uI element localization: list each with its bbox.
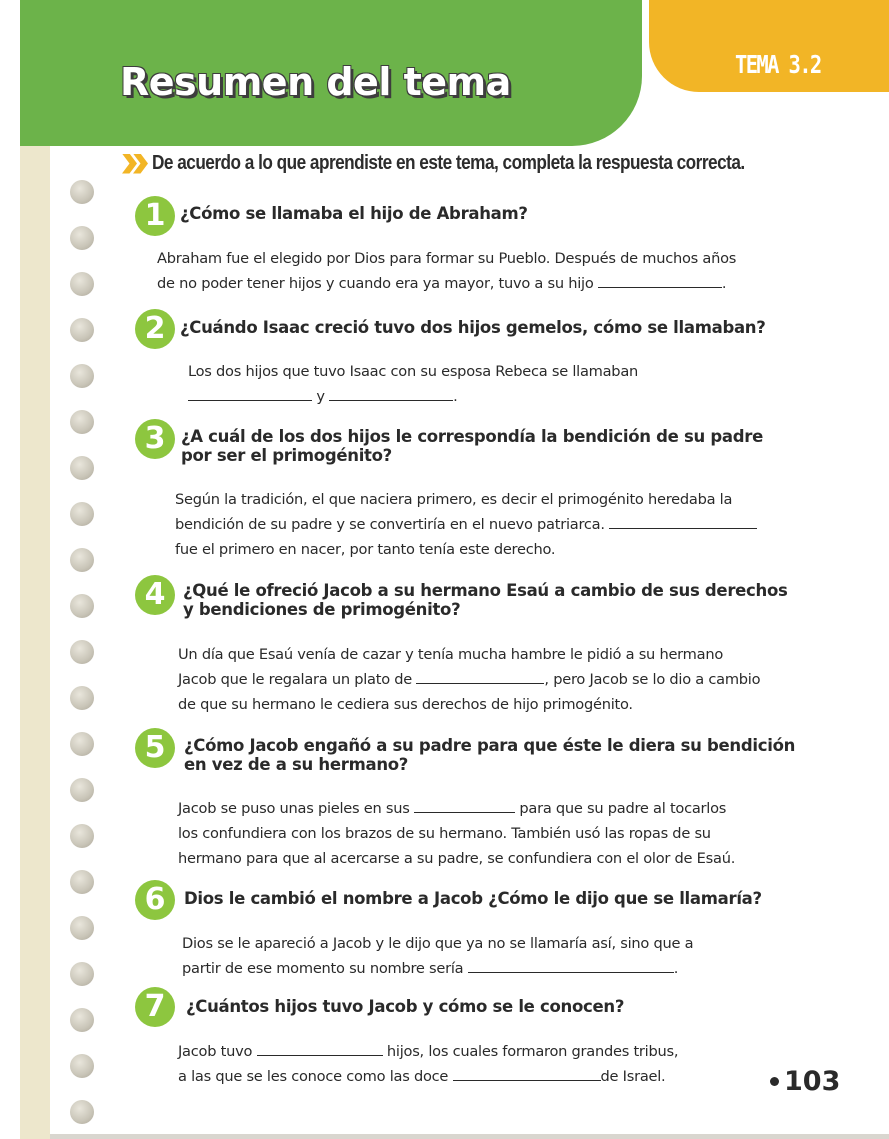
answer-blank[interactable] (468, 958, 674, 973)
question-number-badge: 4 (135, 575, 175, 615)
answer-line-text: Jacob se puso unas pieles en sus (178, 800, 410, 817)
answer-line: Un día que Esaú venía de cazar y tenía mucha hambre le pidió a su hermano (178, 646, 724, 663)
question-line: ¿Qué le ofreció Jacob a su hermano Esaú a cambio de sus derechos (183, 581, 788, 600)
answer-line-text: para que su padre al tocarlos (519, 800, 727, 817)
binder-hole (70, 456, 94, 480)
answer-line: de que su hermano le cediera sus derechos de hijo primogénito. (178, 696, 633, 713)
answer-text (178, 642, 760, 717)
question-text (184, 736, 795, 774)
answer-line-text: partir de ese momento su nombre sería (182, 960, 464, 977)
page-number (770, 1066, 840, 1097)
answer-blank[interactable] (598, 273, 722, 288)
binder-hole (70, 1100, 94, 1124)
bullet-dot-icon (770, 1077, 779, 1086)
page-bottom-edge (50, 1134, 889, 1139)
page-title: Resumen del tema (120, 60, 511, 104)
binder-hole (70, 916, 94, 940)
answer-line (188, 384, 638, 409)
answer-line-text: a las que se les conoce como las doce (178, 1068, 449, 1085)
question-number-badge: 2 (135, 309, 175, 349)
answer-blank[interactable] (416, 669, 544, 684)
answer-text (178, 1039, 678, 1089)
answer-line: Según la tradición, el que naciera primero, es decir el primogénito heredaba la (175, 491, 733, 508)
answer-text (175, 487, 757, 562)
binder-hole (70, 226, 94, 250)
answer-blank[interactable] (329, 386, 453, 401)
topic-label: TEMA 3.2 (735, 50, 821, 79)
binder-hole (70, 686, 94, 710)
page-number-text: 103 (784, 1066, 841, 1097)
answer-line (178, 667, 760, 692)
binder-hole (70, 548, 94, 572)
binder-hole (70, 502, 94, 526)
answer-line (178, 1039, 678, 1064)
answer-line (182, 956, 693, 981)
binder-hole (70, 180, 94, 204)
answer-line (175, 512, 757, 537)
question-line: en vez de a su hermano? (184, 755, 409, 774)
answer-line-text: , pero Jacob se lo dio a cambio (544, 671, 761, 688)
notebook-margin (20, 140, 50, 1139)
answer-text (188, 359, 638, 409)
binder-hole (70, 640, 94, 664)
answer-line: fue el primero en nacer, por tanto tenía este derecho. (175, 541, 556, 558)
answer-line (178, 1064, 678, 1089)
binder-hole (70, 962, 94, 986)
answer-text (157, 246, 736, 296)
instruction (122, 152, 841, 175)
answer-line: hermano para que al acercarse a su padre, se confundiera con el olor de Esaú. (178, 850, 736, 867)
answer-line: Abraham fue el elegido por Dios para formar su Pueblo. Después de muchos años (157, 250, 737, 267)
binder-hole (70, 870, 94, 894)
answer-line: Los dos hijos que tuvo Isaac con su esposa Rebeca se llamaban (188, 363, 639, 380)
answer-blank[interactable] (188, 386, 312, 401)
answer-blank[interactable] (453, 1066, 601, 1081)
question-number-badge: 3 (135, 419, 175, 459)
double-chevron-icon (122, 154, 144, 174)
answer-line (157, 271, 736, 296)
binder-hole (70, 1054, 94, 1078)
binder-hole (70, 1008, 94, 1032)
question-text: ¿Cuándo Isaac creció tuvo dos hijos gemelos, cómo se llamaban? (180, 318, 766, 337)
answer-line-text: bendición de su padre y se convertiría en el nuevo patriarca. (175, 516, 605, 533)
answer-line (178, 796, 735, 821)
question-text: Dios le cambió el nombre a Jacob ¿Cómo le dijo que se llamaría? (184, 889, 762, 908)
binder-hole (70, 778, 94, 802)
question-text: ¿Cómo se llamaba el hijo de Abraham? (180, 204, 528, 223)
question-number-badge: 5 (135, 728, 175, 768)
binder-hole (70, 732, 94, 756)
answer-line-text: de no poder tener hijos y cuando era ya mayor, tuvo a su hijo (157, 275, 594, 292)
binder-hole (70, 272, 94, 296)
question-line: por ser el primogénito? (181, 446, 392, 465)
answer-text (178, 796, 735, 871)
question-number-badge: 6 (135, 880, 175, 920)
answer-line-text: . (673, 960, 679, 977)
binder-hole (70, 594, 94, 618)
question-line: y bendiciones de primogénito? (183, 600, 461, 619)
answer-line-text: Jacob que le regalara un plato de (178, 671, 413, 688)
answer-line: los confundiera con los brazos de su hermano. También usó las ropas de su (178, 825, 711, 842)
question-text (183, 581, 788, 619)
answer-line-text: Jacob tuvo (178, 1043, 253, 1060)
answer-line-text: . (721, 275, 727, 292)
instruction-text: De acuerdo a lo que aprendiste en este tema, completa la respuesta correcta. (152, 152, 745, 174)
question-text (181, 427, 763, 465)
answer-text (182, 931, 693, 981)
binder-hole (70, 318, 94, 342)
answer-blank[interactable] (609, 514, 757, 529)
binder-hole (70, 364, 94, 388)
question-text: ¿Cuántos hijos tuvo Jacob y cómo se le conocen? (186, 997, 625, 1016)
answer-line-text: de Israel. (600, 1068, 666, 1085)
binder-hole (70, 410, 94, 434)
binder-hole (70, 824, 94, 848)
question-line: ¿A cuál de los dos hijos le correspondía la bendición de su padre (181, 427, 764, 446)
question-number-badge: 7 (135, 987, 175, 1027)
answer-blank[interactable] (414, 798, 515, 813)
answer-line-text: y (316, 388, 325, 405)
answer-blank[interactable] (257, 1041, 383, 1056)
answer-line-text: . (453, 388, 458, 405)
answer-line: Dios se le apareció a Jacob y le dijo que ya no se llamaría así, sino que a (182, 935, 694, 952)
question-line: ¿Cómo Jacob engañó a su padre para que éste le diera su bendición (184, 736, 796, 755)
answer-line-text: hijos, los cuales formaron grandes tribus, (386, 1043, 679, 1060)
question-number-badge: 1 (135, 196, 175, 236)
